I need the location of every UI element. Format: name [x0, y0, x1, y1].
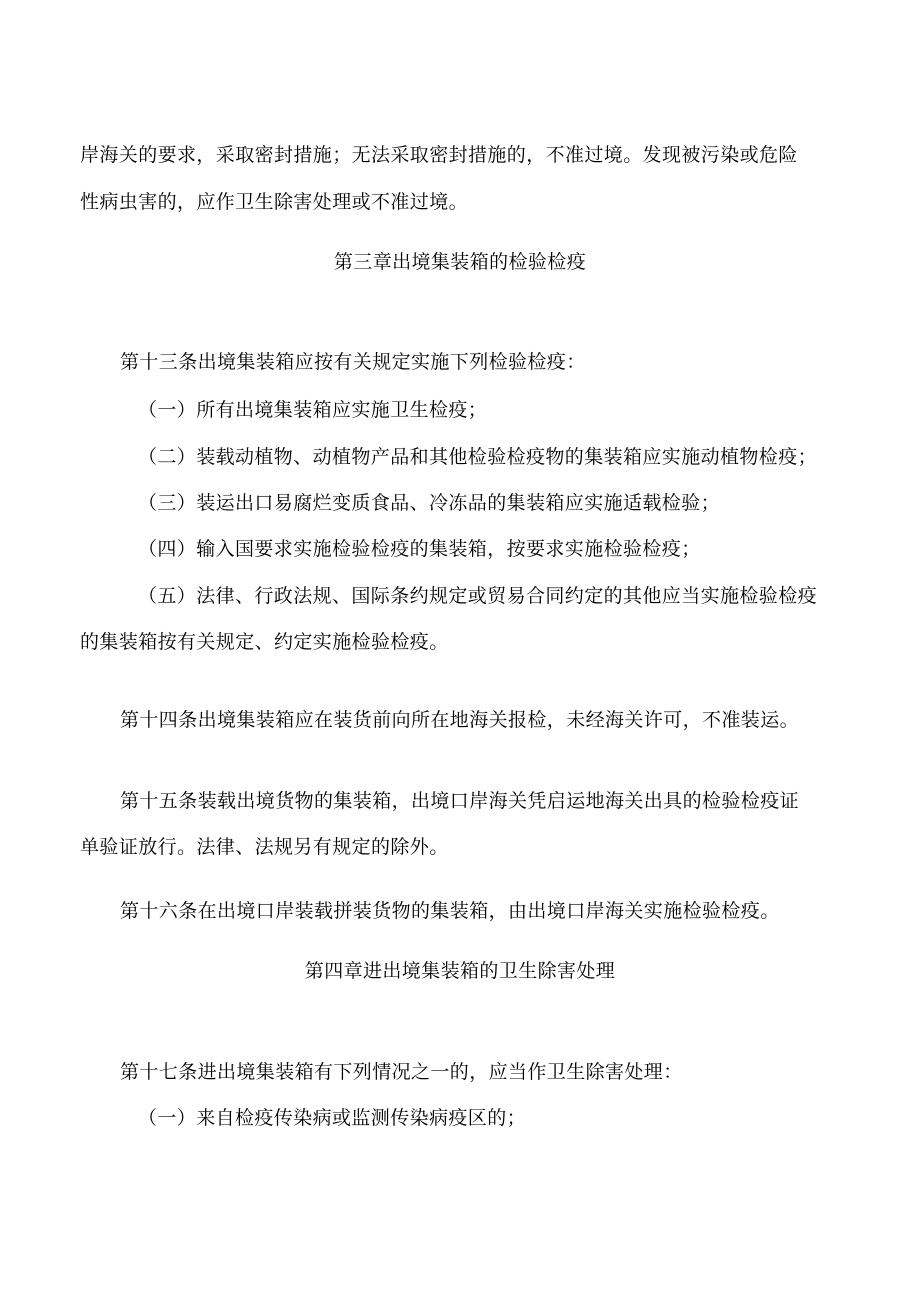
article-13-item-5-line-2: 的集装箱按有关规定、约定实施检验检疫。	[80, 631, 449, 653]
paragraph-continuation-line-2: 性病虫害的，应作卫生除害处理或不准过境。	[80, 191, 469, 213]
article-13-item-5-line-1: （五）法律、行政法规、国际条约规定或贸易合同约定的其他应当实施检验检疫	[138, 585, 818, 607]
article-17-item-1: （一）来自检疫传染病或监测传染病疫区的；	[138, 1107, 527, 1129]
article-13-item-2: （二）装载动植物、动植物产品和其他检验检疫物的集装箱应实施动植物检疫；	[138, 446, 818, 468]
article-16: 第十六条在出境口岸装载拼装货物的集装箱，由出境口岸海关实施检验检疫。	[120, 900, 780, 922]
article-13-item-3: （三）装运出口易腐烂变质食品、冷冻品的集装箱应实施适载检验；	[138, 492, 721, 514]
chapter-4-heading: 第四章进出境集装箱的卫生除害处理	[304, 960, 616, 982]
paragraph-continuation-line-1: 岸海关的要求，采取密封措施；无法采取密封措施的，不准过境。发现被污染或危险	[80, 144, 798, 166]
article-13-item-1: （一）所有出境集装箱应实施卫生检疫；	[138, 399, 488, 421]
article-17-intro: 第十七条进出境集装箱有下列情况之一的，应当作卫生除害处理：	[120, 1061, 683, 1083]
article-15-line-2: 单验证放行。法律、法规另有规定的除外。	[80, 836, 449, 858]
article-14: 第十四条出境集装箱应在装货前向所在地海关报检，未经海关许可，不准装运。	[120, 709, 800, 731]
article-13-intro: 第十三条出境集装箱应按有关规定实施下列检验检疫：	[120, 351, 586, 373]
chapter-3-heading: 第三章出境集装箱的检验检疫	[333, 251, 587, 273]
article-15-line-1: 第十五条装载出境货物的集装箱，出境口岸海关凭启运地海关出具的检验检疫证	[120, 790, 800, 812]
article-13-item-4: （四）输入国要求实施检验检疫的集装箱，按要求实施检验检疫；	[138, 538, 701, 560]
